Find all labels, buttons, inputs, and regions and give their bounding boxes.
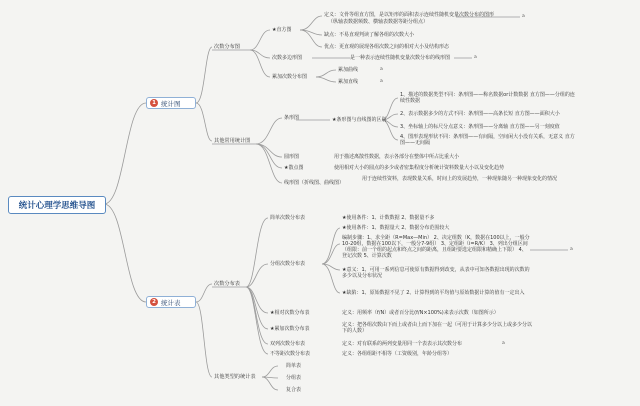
node-distribution-table[interactable]: 次数分布表 xyxy=(214,281,240,287)
marker: a xyxy=(570,247,573,252)
branch-label: 统计图 xyxy=(161,99,181,108)
node-cumulative-table[interactable]: ★累加次数分布表 xyxy=(270,326,310,332)
leaf-grouped-drawback[interactable]: ★缺陷：1、原始数据不见了 2、计算得到的平均值与原始数据计算的值有一定出入 xyxy=(342,290,525,296)
leaf-histogram-weakness[interactable]: 缺点：不易直观判读了解各组的次数大小 xyxy=(324,32,415,38)
leaf-histogram-definition[interactable]: 定义：文骨等组直方图，是以矩形的面积表示连续性随机变量次数分布的图形 xyxy=(324,12,495,18)
leaf-bar-diff-3[interactable]: 3、坐标轴上的标尺分点意义：条形图——分离轴 直方图——另一刻度值 xyxy=(400,124,560,130)
marker: a xyxy=(522,14,525,19)
node-grouped-table[interactable]: 分组次数分布表 xyxy=(270,261,306,267)
marker: a xyxy=(380,79,383,84)
leaf-scatter-definition[interactable]: 使用相对大小的圆点的多少或者密集程度分析统计资料数量大小以及变化趋势 xyxy=(334,165,505,171)
branch-tables[interactable] xyxy=(146,296,196,308)
node-frequency-polygon[interactable]: 次数多边形图 xyxy=(272,55,303,61)
leaf-bar-diff-2[interactable]: 2、表示数据多少的方式不同：条形图——高条长短 直方图——面积大小 xyxy=(400,111,560,117)
marker: a xyxy=(502,341,505,346)
leaf-grouped-steps[interactable]: 编制步骤：1、求全距（R=Max—Min） 2、决定组数（K，数据在100以上，一般分10-20组，数据在100以下，一般分7-9组） 3、定组距（i=R/K） 3、列出分组区间（组限：前一个组的起点和终点之间的距离，且组距要选定组限和精确上下限） 4、登记次数 5、计算次数 xyxy=(342,235,530,259)
node-unequal-interval-table[interactable]: 不等距次数分布表 xyxy=(270,351,311,357)
node-other-charts[interactable]: 其他常用统计图 xyxy=(214,138,251,144)
node-line-chart[interactable]: 线形图（折线图、曲线图） xyxy=(284,180,345,186)
leaf-cumulative-definition[interactable]: 定义：把各组次数由下而上或者由上而下加在一起（可用于计算多少分以上或多少分以下的人数） xyxy=(342,322,533,334)
leaf-cumulative-line[interactable]: 累加直线 xyxy=(338,79,359,85)
branch-number-badge: 1 xyxy=(150,99,158,107)
marker: a xyxy=(380,67,383,72)
leaf-histogram-strength[interactable]: 优点：更直观的展现各组次数之间的相对大小及结构形态 xyxy=(324,44,450,50)
node-pie-chart[interactable]: 圆形图 xyxy=(284,154,300,160)
node-simple-table[interactable]: 简单次数分布表 xyxy=(270,215,306,221)
node-bar-vs-histogram[interactable]: ★条形图与直线图的区别 xyxy=(332,117,387,123)
leaf-histogram-definition-note: （纵轴表数据频数、横轴表数据等距分组点） xyxy=(328,19,429,25)
leaf-grouped-condition[interactable]: ★使用条件：1、数据量大 2、数据分布范围较大 xyxy=(342,225,450,231)
leaf-bar-diff-1[interactable]: 1、描述的数据类型不同：条形图——称名数据or计数数据 直方图——分组的连续性数据 xyxy=(400,92,575,104)
leaf-simple-condition[interactable]: ★使用条件：1、计数数据 2、数据量不多 xyxy=(342,215,435,221)
node-scatter-plot[interactable]: ★散点图 xyxy=(284,165,304,171)
leaf-bar-diff-4[interactable]: 4、图形表现形状不同：条形图——有间隔，空间闲大小没有关系，无意义 直方图——无间隔 xyxy=(400,134,575,146)
node-histogram[interactable]: ★直方图 xyxy=(272,27,292,33)
node-bar-chart[interactable]: 条形图 xyxy=(284,115,300,121)
mindmap-root[interactable]: 统计心理学思维导图 xyxy=(8,196,106,214)
node-relative-table[interactable]: ★相对次数分布表 xyxy=(270,310,310,316)
leaf-unequal-interval-definition[interactable]: 定义：各组组距不相等（工资级别，年龄分组等） xyxy=(342,351,453,357)
leaf-line-definition[interactable]: 用于连续性资料，表现数量关系，时间上的发展趋势，一种现象随另一种现象变化的情况 xyxy=(362,176,558,182)
leaf-compound-table[interactable]: 复合表 xyxy=(286,387,302,393)
branch-charts[interactable] xyxy=(146,97,196,109)
leaf-cumulative-curve[interactable]: 累加曲线 xyxy=(338,67,359,73)
leaf-pie-definition[interactable]: 用于描述离散性数据，表示各部分在整体中所占比重大小 xyxy=(334,154,460,160)
node-other-tables[interactable]: 其他类型的统计表 xyxy=(214,374,256,380)
node-cumulative-chart[interactable]: 累加次数分布图 xyxy=(272,74,308,80)
branch-number-badge: 2 xyxy=(150,298,158,306)
marker: a xyxy=(474,55,477,60)
branch-label: 统计表 xyxy=(161,298,181,307)
node-frequency-chart[interactable]: 次数分布图 xyxy=(214,44,240,50)
leaf-bivariate-definition[interactable]: 定义：对有联系的两列变量用同一个表表示其次数分布 xyxy=(342,341,463,347)
leaf-grouped-meaning[interactable]: ★意义：1、可用一系列信息可使原有数据得到改变，从表中可知各数据出现的次数的多少以及分布状况 xyxy=(342,267,530,279)
node-bivariate-table[interactable]: 双列次数分布表 xyxy=(270,341,306,347)
leaf-polygon-definition[interactable]: 是一种表示连续性随机变量次数分布的线形图 xyxy=(350,55,451,61)
leaf-simple-table[interactable]: 简单表 xyxy=(286,363,302,369)
leaf-grouped-table[interactable]: 分组表 xyxy=(286,375,302,381)
leaf-relative-definition[interactable]: 定义：用频率（f/N）或者百分比(f/N×100%)来表示次数（如图所示） xyxy=(342,310,499,316)
